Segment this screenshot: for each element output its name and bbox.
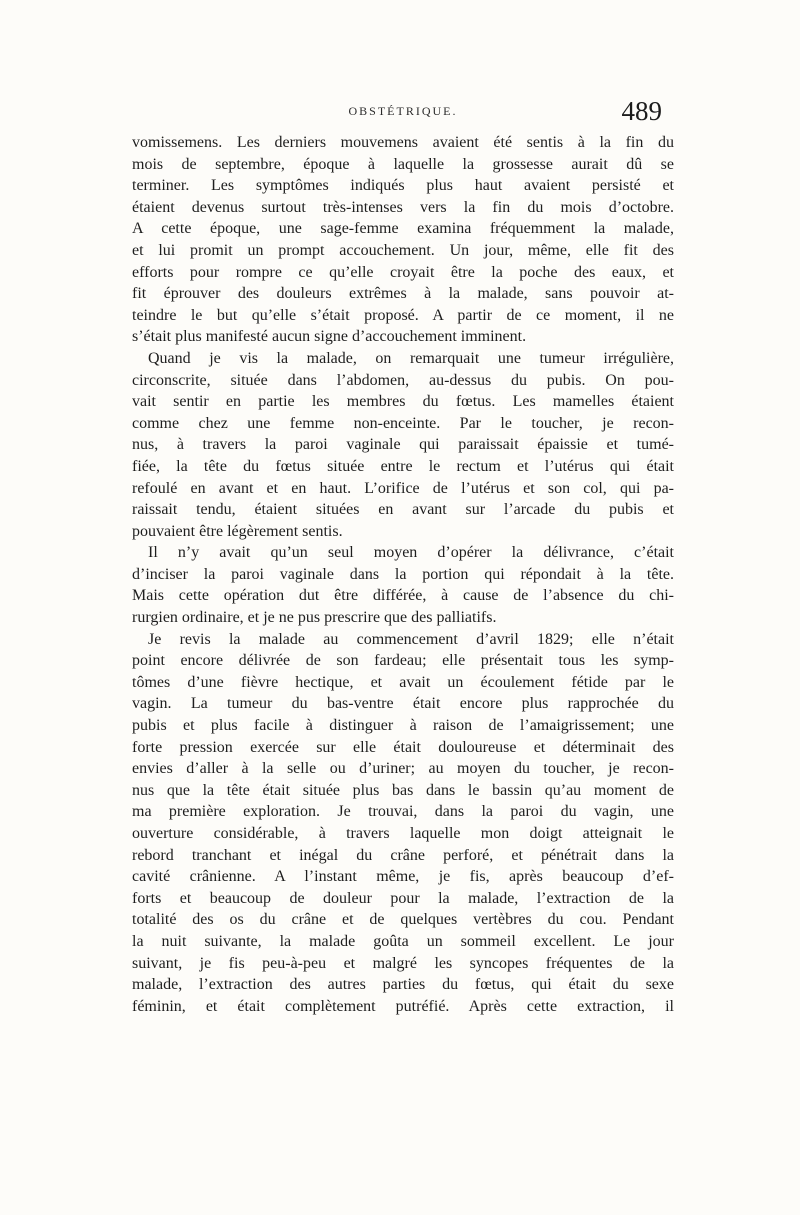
- text-line: A cette époque, une sage-femme examina fréquemment la malade,: [132, 220, 674, 238]
- text-line: circonscrite, située dans l’abdomen, au-dessus du pubis. On pou-: [132, 371, 674, 389]
- text-line: pubis et plus facile à distinguer à raison de l’amaigrissement; une: [132, 717, 674, 735]
- text-line: la nuit suivante, la malade goûta un sommeil excellent. Le jour: [132, 932, 674, 950]
- text-line: rebord tranchant et inégal du crâne perforé, et pénétrait dans la: [132, 846, 674, 864]
- text-line: point encore délivrée de son fardeau; elle présentait tous les symp-: [132, 652, 674, 670]
- text-line: Il n’y avait qu’un seul moyen d’opérer la délivrance, c’était: [148, 544, 674, 562]
- text-line: féminin, et était complètement putréfié. Après cette extraction, il: [132, 997, 674, 1015]
- text-line: envies d’aller à la selle ou d’uriner; au moyen du toucher, je recon-: [132, 760, 674, 778]
- text-line: mois de septembre, époque à laquelle la grossesse aurait dû se: [132, 155, 674, 173]
- text-line: terminer. Les symptômes indiqués plus haut avaient persisté et: [132, 177, 674, 195]
- page-number: 489: [621, 96, 662, 126]
- text-line: nus que la tête était située plus bas dans le bassin qu’au moment de: [132, 781, 674, 799]
- running-head: [132, 96, 674, 130]
- text-line: vomissemens. Les derniers mouvemens avaient été sentis à la fin du: [132, 134, 674, 151]
- text-line: vagin. La tumeur du bas-ventre était encore plus rapprochée du: [132, 695, 674, 713]
- text-line: Mais cette opération dut être différée, à cause de l’absence du chi-: [132, 587, 674, 605]
- text-line: ouverture considérable, à travers laquelle mon doigt atteignait le: [132, 825, 674, 842]
- text-line: pouvaient être légèrement sentis.: [132, 522, 343, 540]
- text-line: fiée, la tête du fœtus située entre le rectum et l’utérus qui était: [132, 457, 674, 475]
- text-line: forts et beaucoup de douleur pour la malade, l’extraction de la: [132, 889, 674, 907]
- text-line: étaient devenus surtout très-intenses vers la fin du mois d’octobre.: [132, 198, 674, 216]
- text-line: d’inciser la paroi vaginale dans la portion qui répondait à la tête.: [132, 565, 674, 583]
- text-line: refoulé en avant et en haut. L’orifice de l’utérus et son col, qui pa-: [132, 479, 674, 497]
- text-line: rurgien ordinaire, et je ne pus prescrire que des palliatifs.: [132, 609, 497, 627]
- text-line: nus, à travers la paroi vaginale qui paraissait épaissie et tumé-: [132, 436, 674, 454]
- text-line: cavité crânienne. A l’instant même, je fis, après beaucoup d’ef-: [132, 868, 674, 886]
- text-line: fit éprouver des douleurs extrêmes à la malade, sans pouvoir at-: [132, 285, 674, 303]
- body-text: [132, 132, 674, 1017]
- text-line: teindre le but qu’elle s’était proposé. A partir de ce moment, il ne: [132, 306, 674, 324]
- text-line: et lui promit un prompt accouchement. Un jour, même, elle fit des: [132, 241, 674, 259]
- text-line: raissait tendu, étaient situées en avant sur l’arcade du pubis et: [132, 501, 674, 519]
- text-line: tômes d’une fièvre hectique, et avait un écoulement fétide par le: [132, 673, 674, 691]
- text-line: comme chez une femme non-enceinte. Par le toucher, je recon-: [132, 414, 674, 432]
- text-line: vait sentir en partie les membres du fœtus. Les mamelles étaient: [132, 393, 674, 411]
- text-line: efforts pour rompre ce qu’elle croyait être la poche des eaux, et: [132, 263, 674, 281]
- text-line: suivant, je fis peu-à-peu et malgré les syncopes fréquentes de la: [132, 954, 674, 972]
- text-line: ma première exploration. Je trouvai, dans la paroi du vagin, une: [132, 803, 674, 821]
- text-line: s’était plus manifesté aucun signe d’accouchement imminent.: [132, 328, 527, 346]
- text-line: forte pression exercée sur elle était douloureuse et déterminait des: [132, 738, 674, 756]
- text-line: Quand je vis la malade, on remarquait une tumeur irrégulière,: [148, 349, 674, 367]
- text-line: malade, l’extraction des autres parties du fœtus, qui était du sexe: [132, 976, 674, 994]
- running-title: OBSTÉTRIQUE.: [348, 104, 458, 118]
- text-line: Je revis la malade au commencement d’avril 1829; elle n’était: [148, 630, 674, 648]
- text-line: totalité des os du crâne et de quelques vertèbres du cou. Pendant: [132, 911, 674, 929]
